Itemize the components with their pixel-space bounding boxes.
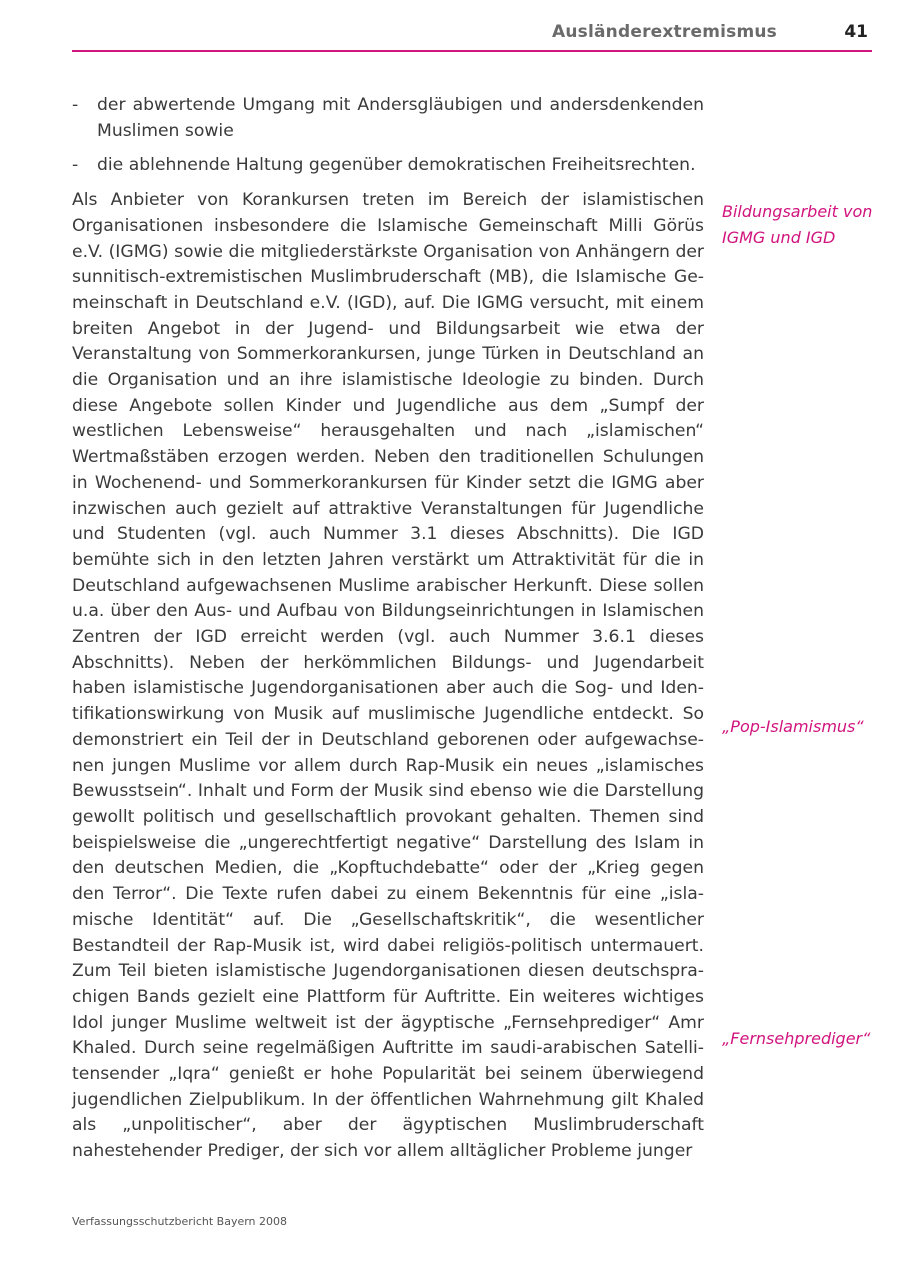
header-rule: [72, 50, 872, 52]
bullet-item: [72, 93, 704, 144]
bullet-text: der abwertende Umgang mit Andersgläubigen und andersdenkenden Muslimen sowie: [97, 95, 704, 141]
margin-note-pop-islamismus: „Pop-Islamismus“: [722, 717, 864, 736]
margin-note-bildungsarbeit: Bildungsarbeit von IGMG und IGD: [722, 202, 873, 247]
bullet-item: [72, 153, 704, 179]
bullet-dash: -: [72, 95, 79, 115]
margin-note-fernsehprediger: „Fernsehprediger“: [722, 1029, 871, 1048]
page-footer: Verfassungsschutzbericht Bayern 2008: [72, 1215, 288, 1228]
main-text-column: [72, 93, 704, 1165]
bullet-dash: -: [72, 155, 79, 176]
bullet-text: die ablehnende Haltung gegenüber demokratischen Freiheitsrechten.: [97, 155, 696, 176]
running-header-title: Ausländerextremismus: [552, 22, 777, 42]
body-paragraph: Als Anbieter von Korankursen treten im Bereich der islamistischen Organisationen insbesondere die Islamische Gemeinschaft Milli Görüs e.V. (IGMG) sowie die mitgliederstärkste Organisation von Anhängern der sunnitisch-extremistischen Muslimbruderschaft (MB), die Islamische Gemeinschaft in Deutschland e.V. (IGD), auf. Die IGMG versucht, mit einem breiten Angebot in der Jugend- und Bildungsarbeit wie etwa der Veranstaltung von Sommerkorankursen, junge Türken in Deutschland an die Organisation und an ihre islamistische Ideologie zu binden. Durch diese Angebote sollen Kinder und Jugendliche aus dem „Sumpf der westlichen Lebensweise“ herausgehalten und nach „islamischen“ Wertmaßstäben erzogen werden. Neben den traditionellen Schulungen in Wochenend- und Sommerkorankursen für Kinder setzt die IGMG aber inzwischen auch gezielt auf attraktive Veranstaltungen für Jugendliche und Studenten (vgl. auch Nummer 3.1 dieses Abschnitts). Die IGD bemühte sich in den letzten Jahren verstärkt um Attraktivität für die in Deutschland aufgewachsenen Muslime arabischer Herkunft. Diese sollen u.a. über den Aus- und Aufbau von Bildungseinrichtungen in Islamischen Zentren der IGD erreicht werden (vgl. auch Nummer 3.6.1 dieses Abschnitts). Neben der herkömmlichen Bildungs- und Jugendarbeit haben islamistische Jugendorganisationen aber auch die Sog- und Identifikationswirkung von Musik auf muslimische Jugendliche entdeckt. So demonstriert ein Teil der in Deutschland geborenen oder aufgewachsenen jungen Muslime vor allem durch Rap-Musik ein neues „islamisches Bewusstsein“. Inhalt und Form der Musik sind ebenso wie die Darstellung gewollt politisch und gesellschaftlich provokant gehalten. Themen sind beispielsweise die „ungerechtfertigt negative“ Darstellung des Islam in den deutschen Medien, die „Kopftuchdebatte“ oder der „Krieg gegen den Terror“. Die Texte rufen dabei zu einem Bekenntnis für eine „islamische Identität“ auf. Die „Gesellschaftskritik“, die wesentlicher Bestandteil der Rap-Musik ist, wird dabei religiös-politisch untermauert. Zum Teil bieten islamistische Jugendorganisationen diesen deutschsprachigen Bands gezielt eine Plattform für Auftritte. Ein weiteres wichtiges Idol junger Muslime weltweit ist der ägyptische „Fernsehprediger“ Amr Khaled. Durch seine regelmäßigen Auftritte im saudi-arabischen Satellitensender „Iqra“ genießt er hohe Popularität bei seinem überwiegend jugendlichen Zielpublikum. In der öffentlichen Wahrnehmung gilt Khaled als „unpolitischer“, aber der ägyptischen Muslimbruderschaft nahestehender Prediger, der sich vor allem alltäglicher Probleme junger: [72, 190, 704, 1162]
page-number: 41: [844, 22, 868, 42]
page-header: [72, 22, 872, 50]
